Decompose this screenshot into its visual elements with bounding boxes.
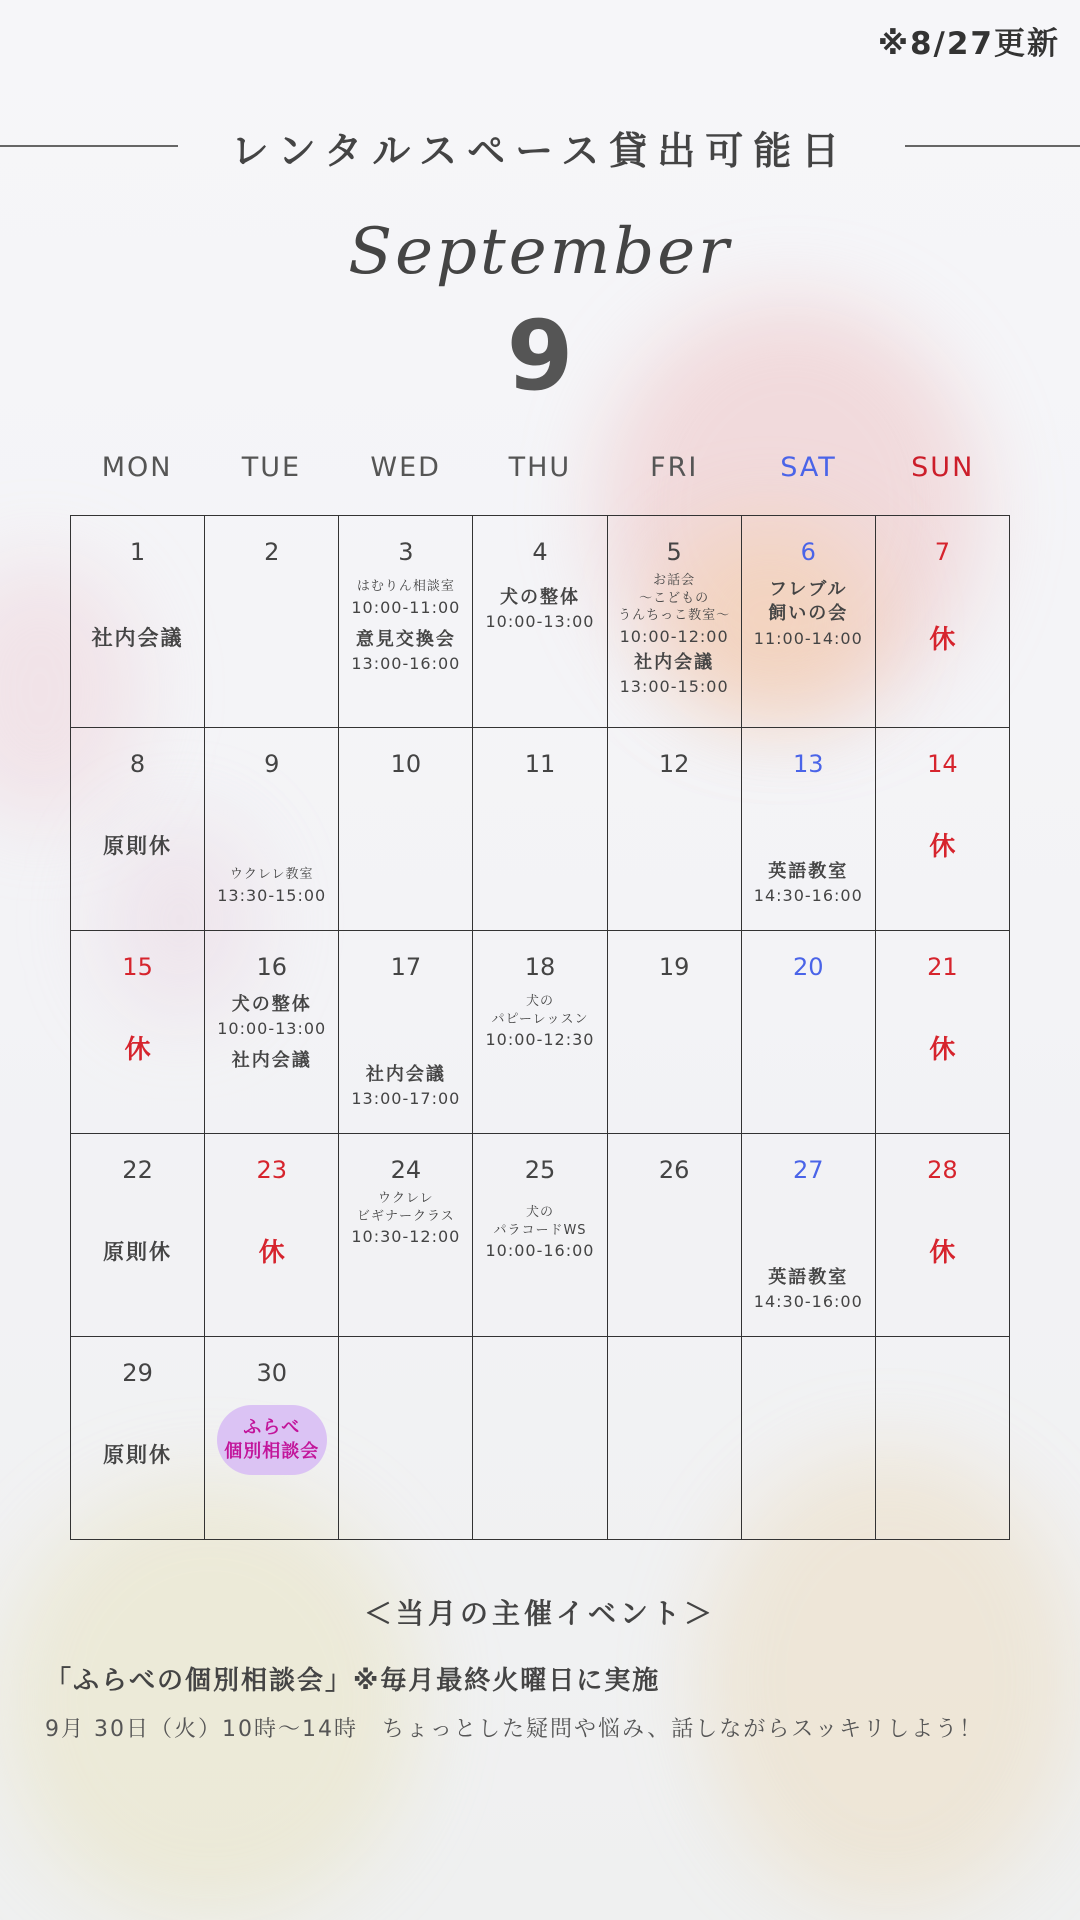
event-time: 13:00-15:00 [619,676,729,696]
event-time: 10:30-12:00 [351,1227,461,1247]
calendar-day-10 [339,728,473,931]
weekday-wed: WED [370,452,441,483]
event-title: ウクレレ [378,1190,434,1206]
event-title: 犬の [525,993,554,1009]
consultation-badge-line1: ふらべ [243,1416,301,1438]
date-number: 19 [658,952,690,981]
date-number: 4 [532,538,548,566]
calendar-empty-cell [473,1337,607,1540]
month-number: 9 [506,300,574,412]
event-time: 11:00-14:00 [753,628,863,648]
date-number: 28 [927,1155,958,1184]
date-number: 10 [390,749,422,778]
calendar-day-13 [742,728,876,931]
calendar-day-1 [71,516,205,728]
title-divider-right [905,145,1080,147]
event-subtitle: パラコードWS [493,1222,587,1238]
date-number: 21 [927,952,958,981]
day-status: 原則休 [103,1239,173,1264]
calendar-day-26 [608,1134,742,1337]
calendar-day-9 [205,728,339,931]
event-time: 10:00-16:00 [485,1241,595,1261]
event-title: フレブル [768,579,848,600]
event-title: 犬の [525,1204,554,1220]
date-number: 20 [793,952,824,981]
calendar-day-8 [71,728,205,931]
calendar-day-28 [876,1134,1010,1337]
event-title: ウクレレ教室 [229,867,314,883]
date-number: 30 [256,1358,287,1387]
event-title: 社内会議 [365,1063,446,1085]
date-number: 2 [264,538,280,566]
weekday-mon: MON [101,452,173,483]
weekday-thu: THU [508,452,572,483]
closed-label: 休 [929,624,956,655]
calendar-day-22 [71,1134,205,1337]
date-number: 3 [398,538,414,566]
event-subtitle: ～こどもの [639,590,710,606]
calendar-empty-cell [339,1337,473,1540]
closed-label: 休 [258,1238,285,1269]
weekday-fri: FRI [650,452,699,483]
event-title: 犬の整体 [499,587,580,608]
calendar-day-21 [876,931,1010,1134]
event-time: 10:00-13:00 [485,612,595,632]
event-title: 社内会議 [231,1050,312,1072]
event-title: 英語教室 [768,860,849,882]
calendar-day-17 [339,931,473,1134]
title-row [0,120,1080,173]
date-number: 17 [390,952,422,981]
event-title: 意見交換会 [355,628,456,650]
calendar-day-15 [71,931,205,1134]
date-number: 27 [793,1155,824,1184]
date-number: 29 [122,1358,153,1387]
calendar-empty-cell [608,1337,742,1540]
calendar-empty-cell [742,1337,876,1540]
day-status: 社内会議 [91,626,184,651]
event-time: 13:00-16:00 [351,653,461,673]
calendar-day-14 [876,728,1010,931]
closed-label: 休 [929,1238,956,1269]
calendar-day-19 [608,931,742,1134]
event-time: 10:00-13:00 [217,1019,327,1039]
calendar-day-6 [742,516,876,728]
date-number: 5 [666,538,682,566]
calendar-day-30 [205,1337,339,1540]
calendar-day-16 [205,931,339,1134]
closed-label: 休 [929,1035,956,1066]
calendar-day-18 [473,931,607,1134]
date-number: 16 [256,952,287,981]
date-number: 1 [129,538,146,566]
calendar-day-7 [876,516,1010,728]
event-description-detail: 9月 30日（火）10時～14時 ちょっとした疑問や悩み、話しながらスッキリしよう！ [45,1717,984,1742]
date-number: 23 [256,1155,287,1184]
closed-label: 休 [124,1035,151,1066]
calendar-day-12 [608,728,742,931]
date-number: 8 [129,749,146,778]
update-notice: ※8/27更新 [877,26,1060,62]
calendar-day-24 [339,1134,473,1337]
consultation-badge-line2: 個別相談会 [224,1440,320,1462]
calendar-day-23 [205,1134,339,1337]
event-time: 14:30-16:00 [753,1291,863,1311]
consultation-badge [217,1405,327,1475]
event-subtitle: パピーレッスン [491,1011,589,1027]
date-number: 18 [524,952,556,981]
event-title: お話会 [653,573,696,588]
event-subtitle: 飼いの会 [768,603,849,625]
event-time: 13:30-15:00 [217,885,327,905]
weekday-sun: SUN [911,452,975,483]
month-name: September [348,215,732,289]
date-number: 9 [264,749,280,778]
weekday-header [70,452,1010,496]
closed-label: 休 [929,832,956,863]
date-number: 12 [658,749,690,778]
date-number: 15 [122,952,153,981]
date-number: 22 [122,1155,153,1184]
calendar-day-29 [71,1337,205,1540]
calendar-empty-cell [876,1337,1010,1540]
date-number: 26 [658,1155,690,1184]
event-title: 社内会議 [634,651,715,673]
date-number: 13 [793,749,824,778]
date-number: 11 [524,749,556,778]
event-time: 10:00-11:00 [351,597,461,617]
calendar-day-5 [608,516,742,728]
calendar-day-27 [742,1134,876,1337]
calendar-day-11 [473,728,607,931]
date-number: 14 [927,749,958,778]
date-number: 6 [800,538,816,566]
day-status: 原則休 [103,833,173,858]
weekday-sat: SAT [780,452,837,483]
event-subtitle: ビギナークラス [357,1208,455,1224]
event-title: はむりん相談室 [356,579,455,594]
event-subtitle: うんちっこ教室～ [618,608,731,624]
event-time: 13:00-17:00 [351,1088,461,1108]
day-status: 原則休 [103,1442,173,1467]
event-description-title: 「ふらべの個別相談会」※毎月最終火曜日に実施 [45,1666,661,1696]
date-number: 24 [390,1155,422,1184]
calendar-day-4 [473,516,607,728]
calendar-day-3 [339,516,473,728]
weekday-tue: TUE [241,452,302,483]
calendar-day-20 [742,931,876,1134]
event-title: 英語教室 [768,1266,849,1288]
date-number: 7 [934,538,951,566]
events-heading: ＜当月の主催イベント＞ [363,1597,716,1630]
calendar-grid [70,515,1010,1540]
calendar-day-25 [473,1134,607,1337]
date-number: 25 [524,1155,556,1184]
event-time: 10:00-12:00 [619,626,729,646]
event-title: 犬の整体 [231,993,312,1015]
calendar-day-2 [205,516,339,728]
page-title: レンタルスペース貸出可能日 [230,129,850,173]
event-time: 14:30-16:00 [753,885,863,905]
event-time: 10:00-12:30 [485,1030,595,1050]
